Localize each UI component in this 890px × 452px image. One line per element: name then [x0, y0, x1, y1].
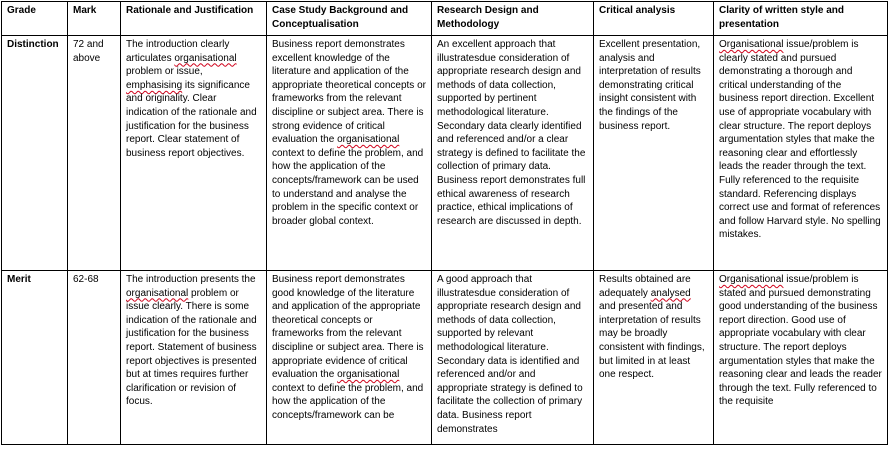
- case-study-cell: [267, 271, 432, 445]
- text-segment: context to define the problem, and how the application of the concepts/framework can be used to understand and analyse the problem in the specific context or broader global context.: [272, 147, 424, 227]
- marking-rubric-table: [1, 1, 888, 445]
- header-mark: Mark: [68, 2, 121, 36]
- spellcheck-word: Organisational: [719, 274, 784, 285]
- text-segment: The introduction clearly articulates: [126, 39, 230, 64]
- header-case-study: Case Study Background and Conceptualisation: [267, 2, 432, 36]
- text-segment: Business report demonstrates excellent knowledge of the literature and application of the appropriate theoretical concepts or frameworks from the relevant discipline or subject area. There is strong evidence of critical evaluation the: [272, 39, 426, 146]
- research-cell: An excellent approach that illustratesdue consideration of appropriate research design and methods of data collection, supported by pertinent methodological literature. Secondary data clearly identified and referenced and/or a clear strategy is defined to facilitate the collection of primary data. Business report demonstrates full ethical awareness of research practice, ethical implications of research are discussed in depth.: [432, 36, 594, 271]
- mark-cell: 62-68: [68, 271, 121, 445]
- text-segment: context to define the problem, and how the application of the concepts/framework can be: [272, 382, 424, 421]
- text-segment: problem or issue clearly. There is some indication of the rationale and justification for the business report. Statement of business report objectives is presented but at times requires further clarification or revision of focus.: [126, 287, 257, 408]
- rationale-cell: [121, 271, 267, 445]
- clarity-cell: [714, 36, 888, 271]
- critical-cell: [594, 271, 714, 445]
- clarity-cell: [714, 271, 888, 445]
- text-segment: Results obtained are adequately: [599, 274, 691, 299]
- spellcheck-word: emphasising: [126, 79, 183, 91]
- text-segment: issue/problem is stated and pursued demonstrating good understanding of the business report direction. Good use of appropriate vocabulary with clear structure. The report deploys argumentation styles that make the reasoning clear and leads the reader through the text. Fully referenced to the requisite: [719, 274, 882, 408]
- header-grade: Grade: [2, 2, 68, 36]
- mark-cell: 72 and above: [68, 36, 121, 271]
- text-segment: Business report demonstrates good knowledge of the literature and application of the appropriate theoretical concepts or frameworks from the relevant discipline or subject area. There is appropriate evidence of critical evaluation the: [272, 274, 424, 381]
- rationale-cell: [121, 36, 267, 271]
- row-merit: [2, 271, 888, 445]
- case-study-cell: [267, 36, 432, 271]
- header-clarity: Clarity of written style and presentation: [714, 2, 888, 36]
- spellcheck-word: organisational: [174, 52, 237, 64]
- research-cell: A good approach that illustratesdue consideration of appropriate research design and methods of data collection, supported by relevant methodological literature. Secondary data is identified and referenced and/or and appropriate strategy is defined to facilitate the collection of primary data. Business report demonstrates: [432, 271, 594, 445]
- text-segment: problem or issue,: [126, 66, 203, 78]
- spellcheck-word: organisational: [126, 287, 189, 299]
- text-segment: its significance and originality. Clear indication of the rationale and justification for the business report. Clear statement of business report objectives.: [126, 79, 257, 159]
- spellcheck-word: organisational: [337, 369, 400, 381]
- header-research: Research Design and Methodology: [432, 2, 594, 36]
- spellcheck-word: organisational: [337, 134, 400, 146]
- text-segment: issue/problem is clearly stated and pursued demonstrating a thorough and critical understanding of the business report direction. Excellent use of appropriate vocabulary with clear structure. The report deploys argumentation styles that make the reasoning clear and effortlessly leads the reader through the text. Fully referenced to the requisite standard. Referencing displays correct use and format of references and follow Harvard style. No spelling mistakes.: [719, 39, 881, 241]
- grade-cell: Distinction: [2, 36, 68, 271]
- grade-cell: Merit: [2, 271, 68, 445]
- header-row: [2, 2, 888, 36]
- spellcheck-word: Organisational: [719, 39, 784, 50]
- row-distinction: [2, 36, 888, 271]
- text-segment: The introduction presents the: [126, 274, 256, 285]
- text-segment: and presented and interpretation of results may be broadly consistent with findings, but limited in at least one respect.: [599, 301, 705, 381]
- spellcheck-word: analysed: [650, 287, 691, 299]
- header-rationale: Rationale and Justification: [121, 2, 267, 36]
- header-critical: Critical analysis: [594, 2, 714, 36]
- critical-cell: Excellent presentation, analysis and interpretation of results demonstrating critical insight consistent with the findings of the business report.: [594, 36, 714, 271]
